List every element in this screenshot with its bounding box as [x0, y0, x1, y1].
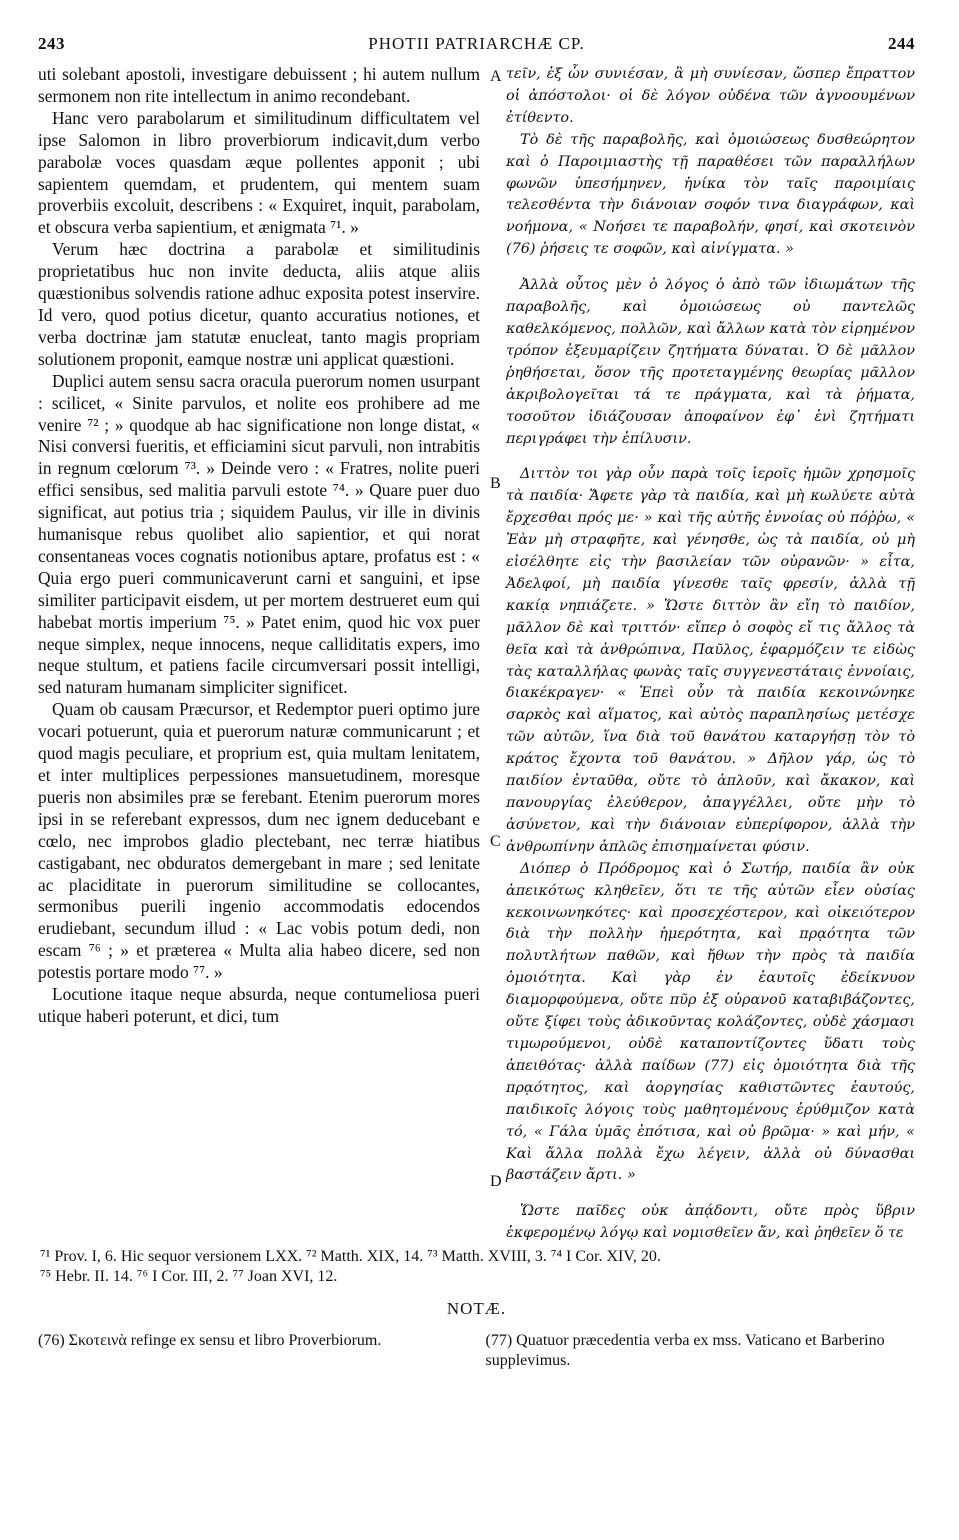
note-77: (77) Quatuor præcedentia verba ex mss. Vaticano et Barberino supplevimus.	[485, 1332, 885, 1370]
notes-title: NOTÆ.	[446, 1299, 507, 1319]
latin-paragraph: Verum hæc doctrina a parabolæ et similitudinis proprietatibus huc non invite deducta, aliis atque aliis quæstionibus solvendis ratione adhuc exposita potest inservire. Id vero, quod potius dicetur, quanto accuratius notiones, et verba doctrinæ jam statutæ enucleat, tanto magis propriam solutionem proponit, eamque nostræ uni applicat quæstioni.	[38, 239, 480, 369]
left-page-number: 243	[38, 34, 65, 53]
latin-column	[38, 64, 488, 1245]
greek-paragraph: Διττὸν τοι γὰρ οὖν παρὰ τοῖς ἱεροῖς ἡμῶν χρησμοῖς τὰ παιδία· Ἄφετε γὰρ τὰ παιδία, καὶ μὴ κωλύετε αὐτὰ ἔρχεσθαι πρός με· » καὶ τῆς αὐτῆς ἐννοίας οὐ πόῤῥω, « Ἐὰν μὴ στραφῆτε, καὶ γένησθε, ὡς τὰ παιδία, οὐ μὴ εἰσέλθητε εἰς τὴν βασιλείαν τῶν οὐρανῶν· » εἶτα, Ἀδελφοί, μὴ παιδία γίνεσθε ταῖς φρεσίν, ἀλλὰ τῇ κακίᾳ νηπιάζετε. » Ὥστε διττὸν ἂν εἴη τὸ παιδίον, μᾶλλον δὲ καὶ τριττόν· εἴπερ ὁ σοφὸς εἴ τις ἄλλος τὰ θεῖα καὶ τὰ ἀνθρώπινα, Παῦλος, ἐφαρμόζειν τε εἰδὼς τὰς καταλλήλας φωνὰς ταῖς συγγενεστάταις ἐννοίαις, διακέκραγεν· « Ἐπεὶ οὖν τὰ παιδία κεκοινώνηκε σαρκὸς καὶ αἵματος, καὶ αὐτὸς παραπλησίως μετέσχε τῶν αὐτῶν, ἵνα διὰ τοῦ θανάτου καταργήσῃ τὸν τὸ κράτος ἔχοντα τοῦ θανάτου. » Δῆλον γάρ, ὡς τὸ παιδίον ἐνταῦθα, οὔτε τὸ ἁπλοῦν, καὶ ἄκακον, καὶ πανουργίας ἐλεύθερον, ἀπαγγέλλει, οὔτε μὴν τὸ ἀσύνετον, καὶ τὴν διάνοιαν εὐπερίφορον, ἀλλὰ τὴν ἀνθρωπίνην ἁπλῶς ἐπισημαίνεται φύσιν.	[506, 466, 915, 855]
margin-letter-c: C	[490, 833, 501, 850]
footnote-line: ⁷⁵ Hebr. II. 14. ⁷⁶ I Cor. III, 2. ⁷⁷ Joan XVI, 12.	[40, 1268, 338, 1286]
greek-paragraph: τεῖν, ἐξ ὧν συνιέσαν, ἃ μὴ συνίεσαν, ὥσπερ ἔπραττον οἱ ἀπόστολοι· οἱ δὲ λόγον οὐδένα τῶν ἀγνοουμένων ἐτίθεντο.	[506, 66, 915, 126]
latin-paragraph: Hanc vero parabolarum et similitudinum difficultatem vel ipse Salomon in libro proverbiorum indicavit,dum verbo parabolæ voces quasdam æque pollentes apponit ; ubi sapientem quemdam, et prudentem, qui mentem suam proverbiis excoluit, describens : « Exquiret, inquit, parabolam, et obscura verba sapientium, et ænigmata ⁷¹. »	[38, 107, 480, 238]
notes	[38, 1331, 915, 1371]
page-header	[38, 34, 915, 54]
greek-paragraph: Τὸ δὲ τῆς παραβολῆς, καὶ ὁμοιώσεως δυσθεώρητον καὶ ὁ Παροιμιαστὴς τῇ παραθέσει τῶν παραλλήλων φωνῶν ὑπεσήμηνεν, ἡνίκα τὸν ταῖς παροιμίαις τελεσθέντα τὴν διάνοιαν σοφόν τινα διαγράφων, καὶ νοήμονα, « Νοήσει τε παραβολήν, φησί, καὶ σκοτεινὸν (76) ῥήσεις τε σοφῶν, καὶ αἰνίγματα. »	[506, 131, 915, 258]
right-page-number: 244	[888, 34, 915, 53]
latin-paragraph: uti solebant apostoli, investigare debuissent ; hi autem nullum sermonem non rite intellectum in animo recondebant.	[38, 64, 480, 106]
footnote-line: ⁷¹ Prov. I, 6. Hic sequor versionem LXX. ⁷² Matth. XIX, 14. ⁷³ Matth. XVIII, 3. ⁷⁴ I Cor. XIV, 20.	[40, 1248, 661, 1266]
greek-paragraph: Διόπερ ὁ Πρόδρομος καὶ ὁ Σωτήρ, παιδία ἂν οὐκ ἀπεικότως κληθεῖεν, ὅτι τε τῆς αὐτῶν εἶεν οὐσίας κεκοινωνηκότες· καὶ προσεχέστερον, καὶ οἰκειότερον διὰ τὴν πολλὴν ἡμερότητα, καὶ πρᾳότητα τῶν πολυτλήτων παθῶν, καὶ ἤθων τὴν πρὸς τὰ παιδία ὁμοιότητα. Καὶ γὰρ ἐν ἑαυτοῖς ἐδείκνυον διαμορφούμενα, οὔτε πῦρ ἐξ οὐρανοῦ καταβιβάζοντες, οὔτε ξίφει τοὺς ἀδικοῦντας κολάζοντες, οὐδὲ χάσμασι τιμωρούμενοι, οὐδὲ καταποντίζοντες ὕδατι τοὺς ἀπειθότας· ἀλλὰ παίδων (77) εἰς ὁμοιότητα διὰ τῆς πρᾳότητος, καὶ ἀοργησίας καθιστῶντες ἑαυτούς, παιδικοῖς λόγοις τοὺς μαθητομένους ἐρύθμιζον κατὰ τό, « Γάλα ὑμᾶς ἐπότισα, καὶ οὐ βρῶμα· » καὶ μήν, « Καὶ ἄλλα πολλὰ ἔχω λέγειν, ἀλλὰ οὐ δύνασθαι βαστάζειν ἄρτι. »	[506, 860, 915, 1184]
margin-letter-a: A	[490, 68, 502, 85]
latin-paragraph: Quam ob causam Præcursor, et Redemptor pueri optimo jure vocari potuerunt, quia et puerorum naturæ communicarunt ; et quod magis peculiare, et proprium est, quia multam lenitatem, et inter multiplices perpessiones mansuetudinem, moresque pueris non absimiles præ se ferebant. Etenim puerorum mores ipsi in se referebant expressos, dum nec ignem deducebant e cœlo, nec improbos gladio plectebant, nec terræ hiatibus castigabant, nec obduratos demergebant in mare ; sed lenitate ac placiditate in puerorum similitudine se collocantes, sermonibus puerili ingenio accommodatis edocendos erudiebant, secundum illud : « Lac vobis potum dedi, non escam ⁷⁶ ; » et præterea « Multa alia habeo dicere, sed non potestis portare modo ⁷⁷. »	[38, 699, 480, 983]
greek-paragraph: Ἀλλὰ οὗτος μὲν ὁ λόγος ὁ ἀπὸ τῶν ἰδιωμάτων τῆς παραβολῆς, καὶ ὁμοιώσεως οὐ παντελῶς καθελκόμενος, πολλῶν, καὶ ἄλλων κατὰ τὸν εἰρημένον τρόπον ἐξευμαρίζειν ζητήματα δύναται. Ὁ δὲ μᾶλλον ῥηθήσεται, ὅσον τῆς προτεταγμένης θεωρίας μᾶλλον ἀκριβολογεῖται τά τε πράγματα, καὶ τὰ ῥήματα, τοσοῦτον ἰδιάζουσαν ἀποφαίνον ἐφ᾽ ἑνὶ ζητήματι περιγράφει τὴν ἐπίλυσιν.	[506, 277, 915, 447]
latin-paragraph: Locutione itaque neque absurda, neque contumeliosa pueri utique haberi poterunt, et dici, tum	[38, 984, 480, 1026]
text-columns	[38, 64, 915, 1245]
margin-letter-b: B	[490, 475, 501, 492]
greek-column	[506, 64, 915, 1245]
greek-paragraph: Ὥστε παῖδες οὐκ ἀπᾴδοντι, οὔτε πρὸς ὕβριν ἐκφερομένῳ λόγῳ καὶ νομισθεῖεν ἄν, καὶ ῥηθεῖεν ὅ τε	[506, 1203, 915, 1242]
footnotes	[38, 1247, 915, 1287]
note-76: (76) Σκοτεινὰ refinge ex sensu et libro Proverbiorum.	[38, 1332, 382, 1350]
latin-paragraph: Duplici autem sensu sacra oracula puerorum nomen usurpant : scilicet, « Sinite parvulos, et nolite eos prohibere ad me venire ⁷² ; » quodque ab hac significatione non longe distat, « Nisi conversi fueritis, et efficiamini sicut parvuli, non intrabitis in regnum cœlorum ⁷³. » Deinde vero : « Fratres, nolite pueri effici sensibus, sed malitia parvuli estote ⁷⁴. » Quare puer duo significat, aut potius tria ; siquidem Paulus, vir ille in divinis humanisque rebus quolibet alio sapientior, et qui norat consentaneas voces cognatis notionibus aptare, profatus est : « Quia ergo pueri communicaverunt carni et sanguini, et ipse similiter participavit eisdem, ut per mortem destrueret eum qui habebat mortis imperium ⁷⁵. » Patet enim, quod hic vox puer neque simplex, neque innocens, neque calliditatis expers, imo neque stultum, et patiens facile circumversari possit intelligi, sed naturam humanam simpliciter significet.	[38, 370, 480, 698]
margin-letter-d: D	[490, 1173, 502, 1190]
running-title: PHOTII PATRIARCHÆ CP.	[368, 34, 585, 53]
margin-letters	[488, 64, 506, 1245]
